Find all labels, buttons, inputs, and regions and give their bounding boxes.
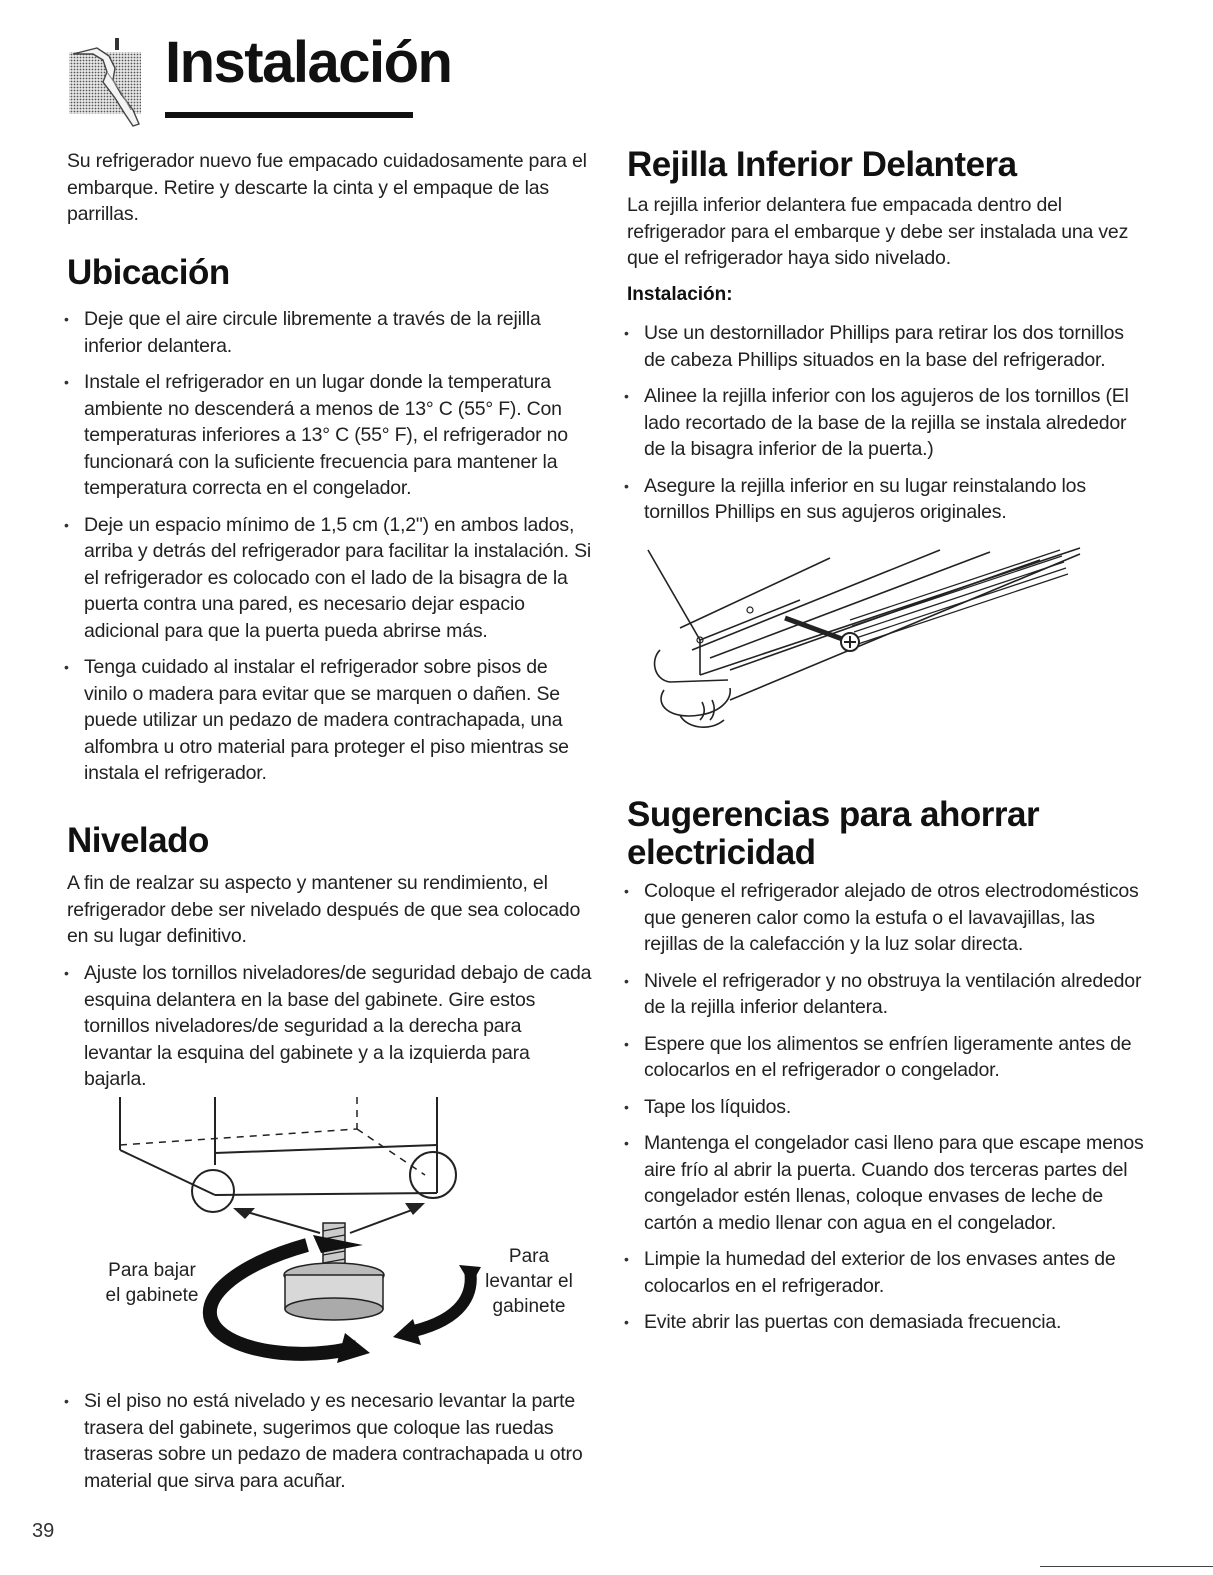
rejilla-intro: La rejilla inferior delantera fue empacada dentro del refrigerador para el embarque y debe ser instalada una vez que el refrigerador haya sido nivelado.: [627, 194, 1129, 269]
list-item: • Deje un espacio mínimo de 1,5 cm (1,2") en ambos lados, arriba y detrás del refrigerador para facilitar la instalación. Si el refrigerador es colocado con el lado de la bisagra de la puerta contra una pared, es necesario dejar espacio adicional para que la puerta pueda abrirse más.: [62, 512, 592, 645]
list-item: • Instale el refrigerador en un lugar donde la temperatura ambiente no descenderá a menos de 13° C (55° F). Con temperaturas inferiores a 13° C (55° F), el refrigerador no funcionará con la suficiente frecuencia para mantener la temperatura correcta en el congelador.: [62, 369, 592, 502]
list-item: • Nivele el refrigerador y no obstruya la ventilación alrededor de la rejilla inferior delantera.: [622, 968, 1152, 1021]
page-number: 39: [32, 1520, 55, 1542]
label-line: Para: [508, 1246, 550, 1267]
nivelado-list-after: [62, 1388, 592, 1504]
label-line: Para bajar: [108, 1260, 196, 1281]
section-heading-rejilla: Rejilla Inferior Delantera: [627, 145, 1017, 184]
sugerencias-list: [622, 878, 1152, 1346]
section-heading-nivelado: Nivelado: [67, 821, 209, 860]
label-lower-cabinet: [92, 1258, 212, 1308]
list-item: • Limpie la humedad del exterior de los envases antes de colocarlos en el refrigerador.: [622, 1246, 1152, 1299]
intro-paragraph: Su refrigerador nuevo fue empacado cuidadosamente para el embarque. Retire y descarte la cinta y el empaque de las parrillas.: [67, 150, 587, 225]
heading-line: Sugerencias para ahorrar: [627, 795, 1040, 834]
list-item: • Evite abrir las puertas con demasiada frecuencia.: [622, 1309, 1152, 1336]
page-title: Instalación: [165, 30, 452, 95]
list-item: • Alinee la rejilla inferior con los agujeros de los tornillos (El lado recortado de la base de la rejilla se instala alrededor de la bisagra inferior de la puerta.): [622, 383, 1142, 463]
list-item: • Asegure la rejilla inferior en su lugar reinstalando los tornillos Phillips en sus agujeros originales.: [622, 473, 1142, 526]
wrench-icon: [67, 38, 151, 128]
rejilla-list: [622, 320, 1142, 536]
title-underline: [165, 112, 413, 118]
label-line: levantar el: [485, 1271, 573, 1292]
hand-icon: [655, 650, 731, 727]
list-item: • Deje que el aire circule libremente a través de la rejilla inferior delantera.: [62, 306, 592, 359]
label-line: gabinete: [492, 1296, 566, 1317]
grille-installation-diagram: [640, 540, 1100, 740]
rejilla-subheading: Instalación:: [627, 284, 733, 305]
nivelado-intro: A fin de realzar su aspecto y mantener su rendimiento, el refrigerador debe ser nivelado después de que sea colocado en su lugar definitivo.: [67, 872, 581, 947]
nivelado-list: [62, 960, 592, 1103]
list-item: • Use un destornillador Phillips para retirar los dos tornillos de cabeza Phillips situados en la base del refrigerador.: [622, 320, 1142, 373]
heading-line: electricidad: [627, 833, 816, 872]
list-item: • Si el piso no está nivelado y es necesario levantar la parte trasera del gabinete, sugerimos que coloque las ruedas traseras sobre un pedazo de madera contrachapada u otro material que sirva para acuñar.: [62, 1388, 592, 1494]
label-line: el gabinete: [105, 1285, 199, 1306]
list-item: • Mantenga el congelador casi lleno para que escape menos aire frío al abrir la puerta. Cuando dos terceras partes del congelador estén llenas, coloque envases de leche de cartón a medio llenar con agua en el congelador.: [622, 1130, 1152, 1236]
bottom-rule: [1040, 1566, 1213, 1567]
leveling-diagram: [95, 1095, 585, 1365]
list-item: • Espere que los alimentos se enfríen ligeramente antes de colocarlos en el refrigerador o congelador.: [622, 1031, 1152, 1084]
ubicacion-list: [62, 306, 592, 797]
header-icon-box: [67, 38, 151, 128]
list-item: • Ajuste los tornillos niveladores/de seguridad debajo de cada esquina delantera en la base del gabinete. Gire estos tornillos niveladores/de seguridad a la derecha para levantar la esquina del gabinete y a la izquierda para bajarla.: [62, 960, 592, 1093]
section-heading-sugerencias: [627, 796, 1039, 872]
list-item: • Tenga cuidado al instalar el refrigerador sobre pisos de vinilo o madera para evitar que se marquen o dañen. Se puede utilizar un pedazo de madera contrachapada, una alfombra u otro material para proteger el piso mientras se instala el refrigerador.: [62, 654, 592, 787]
section-heading-ubicacion: Ubicación: [67, 253, 230, 292]
label-raise-cabinet: [474, 1244, 584, 1319]
leveling-screw-icon: [284, 1223, 384, 1320]
list-item: • Coloque el refrigerador alejado de otros electrodomésticos que generen calor como la estufa o el lavavajillas, las rejillas de la calefacción y la luz solar directa.: [622, 878, 1152, 958]
list-item: • Tape los líquidos.: [622, 1094, 1152, 1121]
